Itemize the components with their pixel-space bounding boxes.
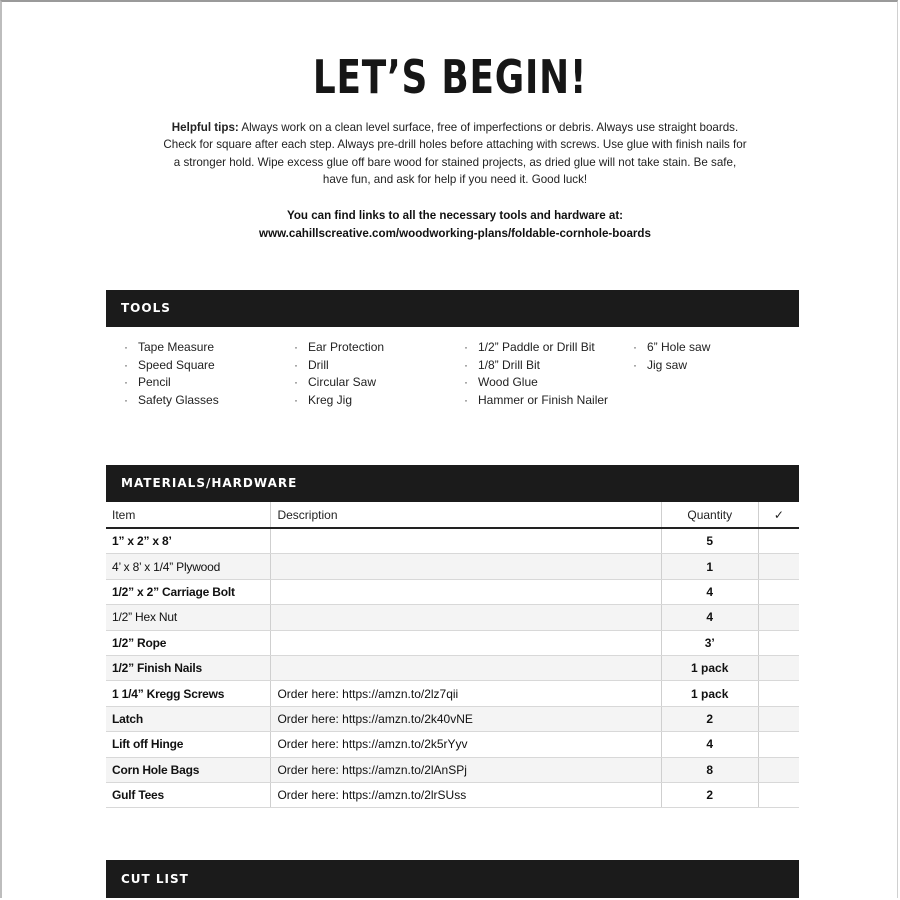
material-quantity: 3’ <box>661 630 758 655</box>
tools-column-3 <box>460 339 608 409</box>
helpful-tips <box>160 119 750 189</box>
tips-label: Helpful tips: <box>171 121 239 134</box>
material-item: 1” x 2” x 8’ <box>106 528 271 554</box>
table-row <box>106 655 799 680</box>
material-item: 1 1/4” Kregg Screws <box>106 681 271 706</box>
material-quantity: 5 <box>661 528 758 554</box>
material-item: Gulf Tees <box>106 782 271 807</box>
check-cell[interactable] <box>758 605 799 630</box>
tool-item: · Wood Glue <box>460 374 608 392</box>
checkmark-icon: ✓ <box>758 502 799 528</box>
material-description[interactable]: Order here: https://amzn.to/2lz7qii <box>271 681 661 706</box>
tool-item: · 1/8” Drill Bit <box>460 357 608 375</box>
tool-item: · 6” Hole saw <box>629 339 710 357</box>
material-description <box>271 528 661 554</box>
links-note <box>150 207 760 242</box>
tool-item: · Pencil <box>120 374 219 392</box>
table-row <box>106 706 799 731</box>
table-row <box>106 605 799 630</box>
check-cell[interactable] <box>758 782 799 807</box>
material-item: 4’ x 8’ x 1/4” Plywood <box>106 554 271 579</box>
material-quantity: 4 <box>661 579 758 604</box>
page-title: LET’S BEGIN! <box>312 50 588 104</box>
tools-column-1 <box>120 339 219 409</box>
table-row <box>106 579 799 604</box>
material-description <box>271 630 661 655</box>
material-quantity: 4 <box>661 732 758 757</box>
tool-item: · Jig saw <box>629 357 710 375</box>
check-cell[interactable] <box>758 630 799 655</box>
check-cell[interactable] <box>758 554 799 579</box>
material-description <box>271 605 661 630</box>
cut-list-section-header: CUT LIST <box>106 860 799 898</box>
table-row <box>106 681 799 706</box>
table-row <box>106 554 799 579</box>
table-row <box>106 630 799 655</box>
material-item: 1/2” Rope <box>106 630 271 655</box>
material-description <box>271 554 661 579</box>
tool-item: · Ear Protection <box>290 339 384 357</box>
table-row <box>106 528 799 554</box>
table-header-row <box>106 502 799 528</box>
material-item: Corn Hole Bags <box>106 757 271 782</box>
tool-item: · Safety Glasses <box>120 392 219 410</box>
table-row <box>106 732 799 757</box>
tips-text: Always work on a clean level surface, free of imperfections or debris. Always use straight boards. Check for square after each step. Always pre-drill holes before attaching with screws. Use glue with finish nails for a stronger hold. Wipe excess glue off bare wood for stained projects, as dried glue will not take stain. Be safe, have fun, and ask for help if you need it. Good luck! <box>163 121 747 187</box>
material-quantity: 1 <box>661 554 758 579</box>
material-quantity: 1 pack <box>661 681 758 706</box>
check-cell[interactable] <box>758 681 799 706</box>
check-cell[interactable] <box>758 579 799 604</box>
tool-item: · 1/2” Paddle or Drill Bit <box>460 339 608 357</box>
check-cell[interactable] <box>758 706 799 731</box>
tool-item: · Circular Saw <box>290 374 384 392</box>
material-description <box>271 579 661 604</box>
material-description[interactable]: Order here: https://amzn.to/2k40vNE <box>271 706 661 731</box>
material-item: Latch <box>106 706 271 731</box>
column-header-description: Description <box>271 502 661 528</box>
tools-section-header: TOOLS <box>106 290 799 327</box>
check-cell[interactable] <box>758 757 799 782</box>
material-item: 1/2” x 2” Carriage Bolt <box>106 579 271 604</box>
tools-column-4 <box>629 339 710 374</box>
material-item: 1/2” Hex Nut <box>106 605 271 630</box>
material-quantity: 1 pack <box>661 655 758 680</box>
table-row <box>106 757 799 782</box>
material-description[interactable]: Order here: https://amzn.to/2lrSUss <box>271 782 661 807</box>
tool-item: · Speed Square <box>120 357 219 375</box>
check-cell[interactable] <box>758 655 799 680</box>
column-header-item: Item <box>106 502 271 528</box>
tool-item: · Hammer or Finish Nailer <box>460 392 608 410</box>
material-description[interactable]: Order here: https://amzn.to/2k5rYyv <box>271 732 661 757</box>
materials-table <box>106 502 799 808</box>
materials-section-header: MATERIALS/HARDWARE <box>106 465 799 502</box>
check-cell[interactable] <box>758 528 799 554</box>
tool-item: · Drill <box>290 357 384 375</box>
material-quantity: 2 <box>661 782 758 807</box>
material-item: Lift off Hinge <box>106 732 271 757</box>
table-row <box>106 782 799 807</box>
material-description[interactable]: Order here: https://amzn.to/2lAnSPj <box>271 757 661 782</box>
tools-column-2 <box>290 339 384 409</box>
check-cell[interactable] <box>758 732 799 757</box>
material-description <box>271 655 661 680</box>
tool-item: · Tape Measure <box>120 339 219 357</box>
material-item: 1/2” Finish Nails <box>106 655 271 680</box>
material-quantity: 8 <box>661 757 758 782</box>
material-quantity: 4 <box>661 605 758 630</box>
links-url[interactable]: www.cahillscreative.com/woodworking-plans/foldable-cornhole-boards <box>259 226 651 240</box>
column-header-quantity: Quantity <box>661 502 758 528</box>
links-intro: You can find links to all the necessary tools and hardware at: <box>286 209 624 222</box>
material-quantity: 2 <box>661 706 758 731</box>
tool-item: · Kreg Jig <box>290 392 384 410</box>
